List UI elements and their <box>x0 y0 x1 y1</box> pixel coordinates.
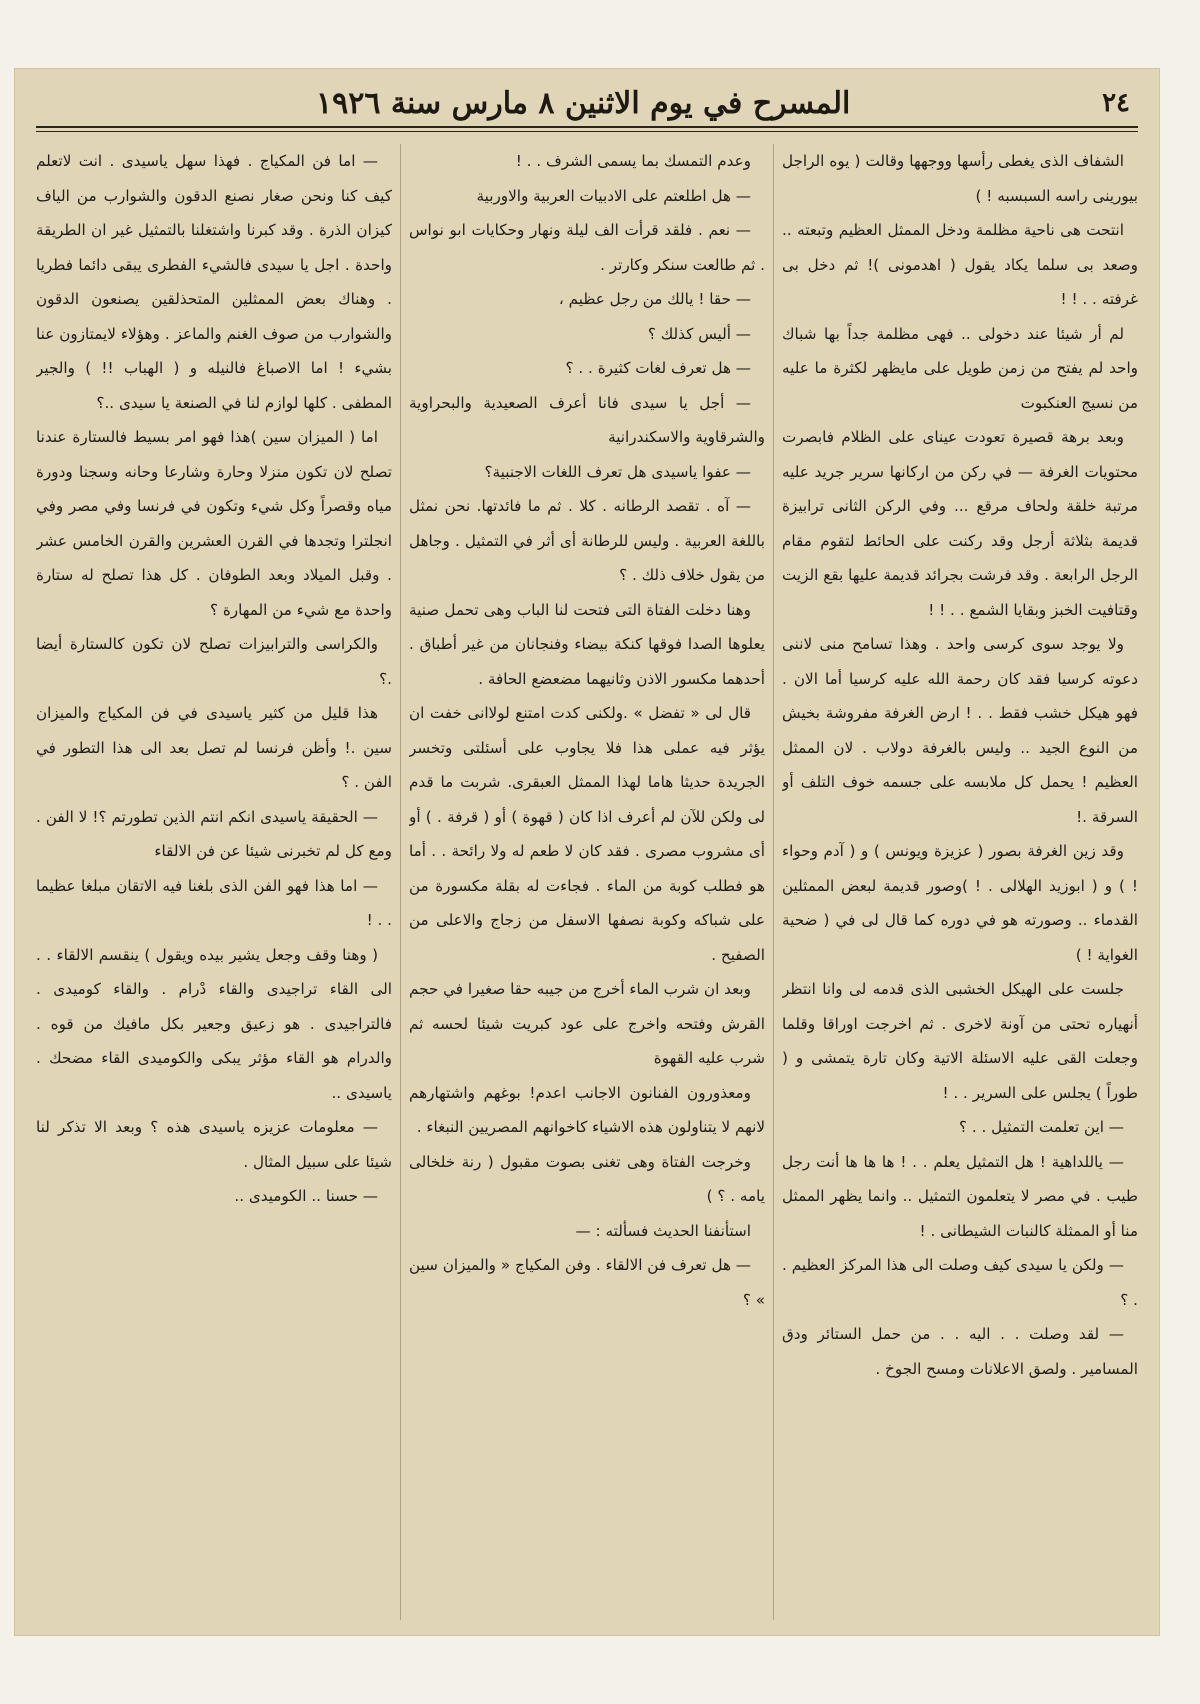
paragraph: هذا قليل من كثير ياسيدى في فن المكياج والميزان سين .! وأظن فرنسا لم تصل بعد الى هذا التطور في الفن . ؟ <box>36 704 392 791</box>
paragraph: وعدم التمسك بما يسمى الشرف . . ! <box>515 152 751 170</box>
paragraph: استأنفنا الحديث فسألته : — <box>575 1221 751 1240</box>
paragraph: — اما فن المكياج . فهذا سهل ياسيدى . انت لاتعلم كيف كنا ونحن صغار نصنع الدقون والشوارب من الياف كيزان الذرة . وقد كبرنا واشتغلنا بالتمثيل غير ان الطريقة واحدة . اجل يا سيدى فالشيء الفطرى يبقى دائما فطريا . وهناك بعض الممثلين المتحذلقين يصنعون الدقون والشوارب من صوف الغنم والماعز . وهؤلاء لايمتازون عنا بشيء ! اما الاصباغ فالنيله و ( الهباب !! ) والجير المطفى . كلها لوازم لنا في الصنعة يا سيدى ..؟ <box>36 152 392 412</box>
column-right <box>782 144 1138 1620</box>
paragraph: — هل اطلعتم على الادبيات العربية والاوربية <box>476 186 751 205</box>
header-rule-thin <box>36 131 1138 132</box>
paragraph: — عفوا ياسيدى هل تعرف اللغات الاجنبية؟ <box>484 462 751 481</box>
paragraph: جلست على الهيكل الخشبى الذى قدمه لى وانا انتظر أنهياره تحتى من آونة لاخرى . ثم اخرجت اوراقا وقلما وجعلت القى عليه الاسئلة الاتية وكان تارة يتمشى و ( طوراً ) يجلس على السرير . . ! <box>782 980 1138 1102</box>
paragraph: ( وهنا وقف وجعل يشير بيده ويقول ) ينقسم الالقاء . . الى القاء تراجيدى والقاء دْرام . والقاء كوميدى . فالتراجيدى . هو زعيق وجعير بكل مافيك من قوه . والدرام هو القاء مؤثر يبكى والكوميدى القاء مضحك . ياسيدى .. <box>36 945 392 1102</box>
paragraph: — حسنا .. الكوميدى .. <box>234 1187 378 1205</box>
paragraph: — اين تعلمت التمثيل . . ؟ <box>958 1118 1124 1136</box>
paragraph: — أجل يا سيدى فانا أعرف الصعيدية والبحراوية والشرقاوية والاسكندرانية <box>409 393 765 446</box>
article-columns <box>36 144 1138 1620</box>
paragraph: — ياللداهية ! هل التمثيل يعلم . . ! ها ها ها أنت رجل طيب . في مصر لا يتعلمون التمثيل .. وانما يظهر الممثل منا أو الممثلة كالنبات الشيطانى . ! <box>782 1152 1138 1240</box>
paragraph: انتحت هى ناحية مظلمة ودخل الممثل العظيم وتبعته .. وصعد بى سلما يكاد يقول ( اهدمونى )! ثم دخل بى غرفته . . ! ! <box>782 221 1138 308</box>
paragraph: اما ( الميزان سين )هذا فهو امر بسيط فالستارة عندنا تصلح لان تكون منزلا وحارة وشارعا وحانه وسجنا ودورة مياه وقصراً وكل شيء وتكون في فرنسا وفي مصر وفي انجلترا وتجدها في القرن العشرين والقرن الخامس عشر . وقبل الميلاد وبعد الطوفان . كل هذا تصلح له ستارة واحدة مع شيء من المهارة ؟ <box>36 428 392 619</box>
paragraph: — حقا ! يالك من رجل عظيم ، <box>558 290 751 308</box>
column-divider <box>400 144 401 1620</box>
paragraph: — اما هذا فهو الفن الذى بلغنا فيه الاتقان مبلغا عظيما . . ! <box>36 876 392 929</box>
paragraph: الشفاف الذى يغطى رأسها ووجهها وقالت ( يوه الراجل بيورينى راسه السبسبه ! ) <box>782 152 1138 205</box>
paragraph: وبعد برهة قصيرة تعودت عيناى على الظلام فابصرت محتويات الغرفة — في ركن من اركانها سرير جريد عليه مرتبة خلقة ولحاف مرقع ... وفي الركن الثانى ترابيزة قديمة بثلاثة أرجل وقد ركنت على الحائط لتقوم مقام الرجل الرابعة . وقد فرشت بجرائد قديمة عليها بقع الزيت وقتافيت الخبز وبقايا الشمع . . ! ! <box>782 428 1138 619</box>
paragraph: قال لى « تفضل » .ولكنى كدت امتنع لولاانى خفت ان يؤثر فيه عملى هذا فلا يجاوب على أسئلتى وتخسر الجريدة حديثا هاما لهذا الممثل العبقرى. شربت ما قدم لى ولكن للآن لم أعرف اذا كان ( قهوة ) أو ( قرفة . ) أو أى مشروب مصرى . فقد كان لا طعم له ولا رائحة . . أما هو فطلب كوبة من الماء . فجاءت له بقلة مكسورة من على شباكه وكوبة نصفها الاسفل من زجاج والاعلى من الصفيح . <box>409 704 765 964</box>
page-number: ٢٤ <box>1102 88 1130 118</box>
paragraph: وخرجت الفتاة وهى تغنى بصوت مقبول ( رنة خلخالى يامه . ؟ ) <box>409 1152 765 1205</box>
paragraph: — آه . تقصد الرطانه . كلا . ثم ما فائدتها. نحن نمثل باللغة العربية . وليس للرطانة أى أثر في التمثيل . وجاهل من يقول خلاف ذلك . ؟ <box>409 497 765 584</box>
page-header <box>36 72 1138 134</box>
page-title: المسرح في يوم الاثنين ٨ مارس سنة ١٩٢٦ <box>316 85 851 121</box>
paragraph: وبعد ان شرب الماء أخرج من جيبه حقا صغيرا في حجم القرش وفتحه واخرج على عود كبريت شيئا لحسه ثم شرب عليه القهوة <box>409 980 765 1067</box>
paragraph: — الحقيقة ياسيدى انكم انتم الذين تطورتم ؟! لا الفن . ومع كل لم تخبرنى شيئا عن فن الالقاء <box>36 807 392 860</box>
column-left <box>36 144 392 1620</box>
paragraph: — ولكن يا سيدى كيف وصلت الى هذا المركز العظيم . . ؟ <box>782 1256 1138 1309</box>
paragraph: وهنا دخلت الفتاة التى فتحت لنا الباب وهى تحمل صنية يعلوها الصدا فوقها كنكة بيضاء وفنجانان من غير أطباق . أحدهما مكسور الاذن وثانيهما مضعضع الحافة . <box>409 600 765 688</box>
paragraph: — هل تعرف فن الالقاء . وفن المكياج « والميزان سين » ؟ <box>409 1256 765 1309</box>
paragraph: — هل تعرف لغات كثيرة . . ؟ <box>565 359 751 377</box>
newspaper-page <box>14 68 1160 1636</box>
paragraph: — معلومات عزيزه ياسيدى هذه ؟ وبعد الا تذكر لنا شيئا على سبيل المثال . <box>36 1118 392 1171</box>
paragraph: — نعم . فلقد قرأت الف ليلة ونهار وحكايات ابو نواس . ثم طالعت سنكر وكارتر . <box>409 221 765 274</box>
column-middle <box>409 144 765 1620</box>
header-rule <box>36 126 1138 128</box>
paragraph: — أليس كذلك ؟ <box>647 324 751 343</box>
paragraph: — لقد وصلت . . اليه . . من حمل الستائر ودق المسامير . ولصق الاعلانات ومسح الجوخ . <box>782 1325 1138 1378</box>
paragraph: لم أر شيئا عند دخولى .. فهى مظلمة جداً بها شباك واحد لم يفتح من زمن طويل على مايظهر لكثرة ما عليه من نسيج العنكبوت <box>782 324 1138 412</box>
paragraph: وقد زين الغرفة بصور ( عزيزة ويونس ) و ( آدم وحواء ! ) و ( ابوزيد الهلالى . ! )وصور قديمة لبعض الممثلين القدماء .. وصورته هو في دوره كما قال لى في ( ضحية الغواية ! ) <box>782 842 1138 964</box>
column-divider <box>773 144 774 1620</box>
paragraph: ولا يوجد سوى كرسى واحد . وهذا تسامح منى لاننى دعوته كرسيا فقد كان رحمة الله عليه كرسيا أما الان . فهو هيكل خشب فقط . . ! ارض الغرفة مفروشة بخيش من النوع الجيد .. وليس بالغرفة دولاب . لان الممثل العظيم ! يحمل كل ملابسه على جسمه خوف التلف أو السرقة .! <box>782 635 1138 826</box>
paragraph: والكراسى والترابيزات تصلح لان تكون كالستارة أيضا .؟ <box>36 635 392 688</box>
paragraph: ومعذورون الفنانون الاجانب اعدم! بوغهم واشتهارهم لانهم لا يتناولون هذه الاشياء كاخوانهم المصريين النبغاء . <box>409 1083 765 1136</box>
